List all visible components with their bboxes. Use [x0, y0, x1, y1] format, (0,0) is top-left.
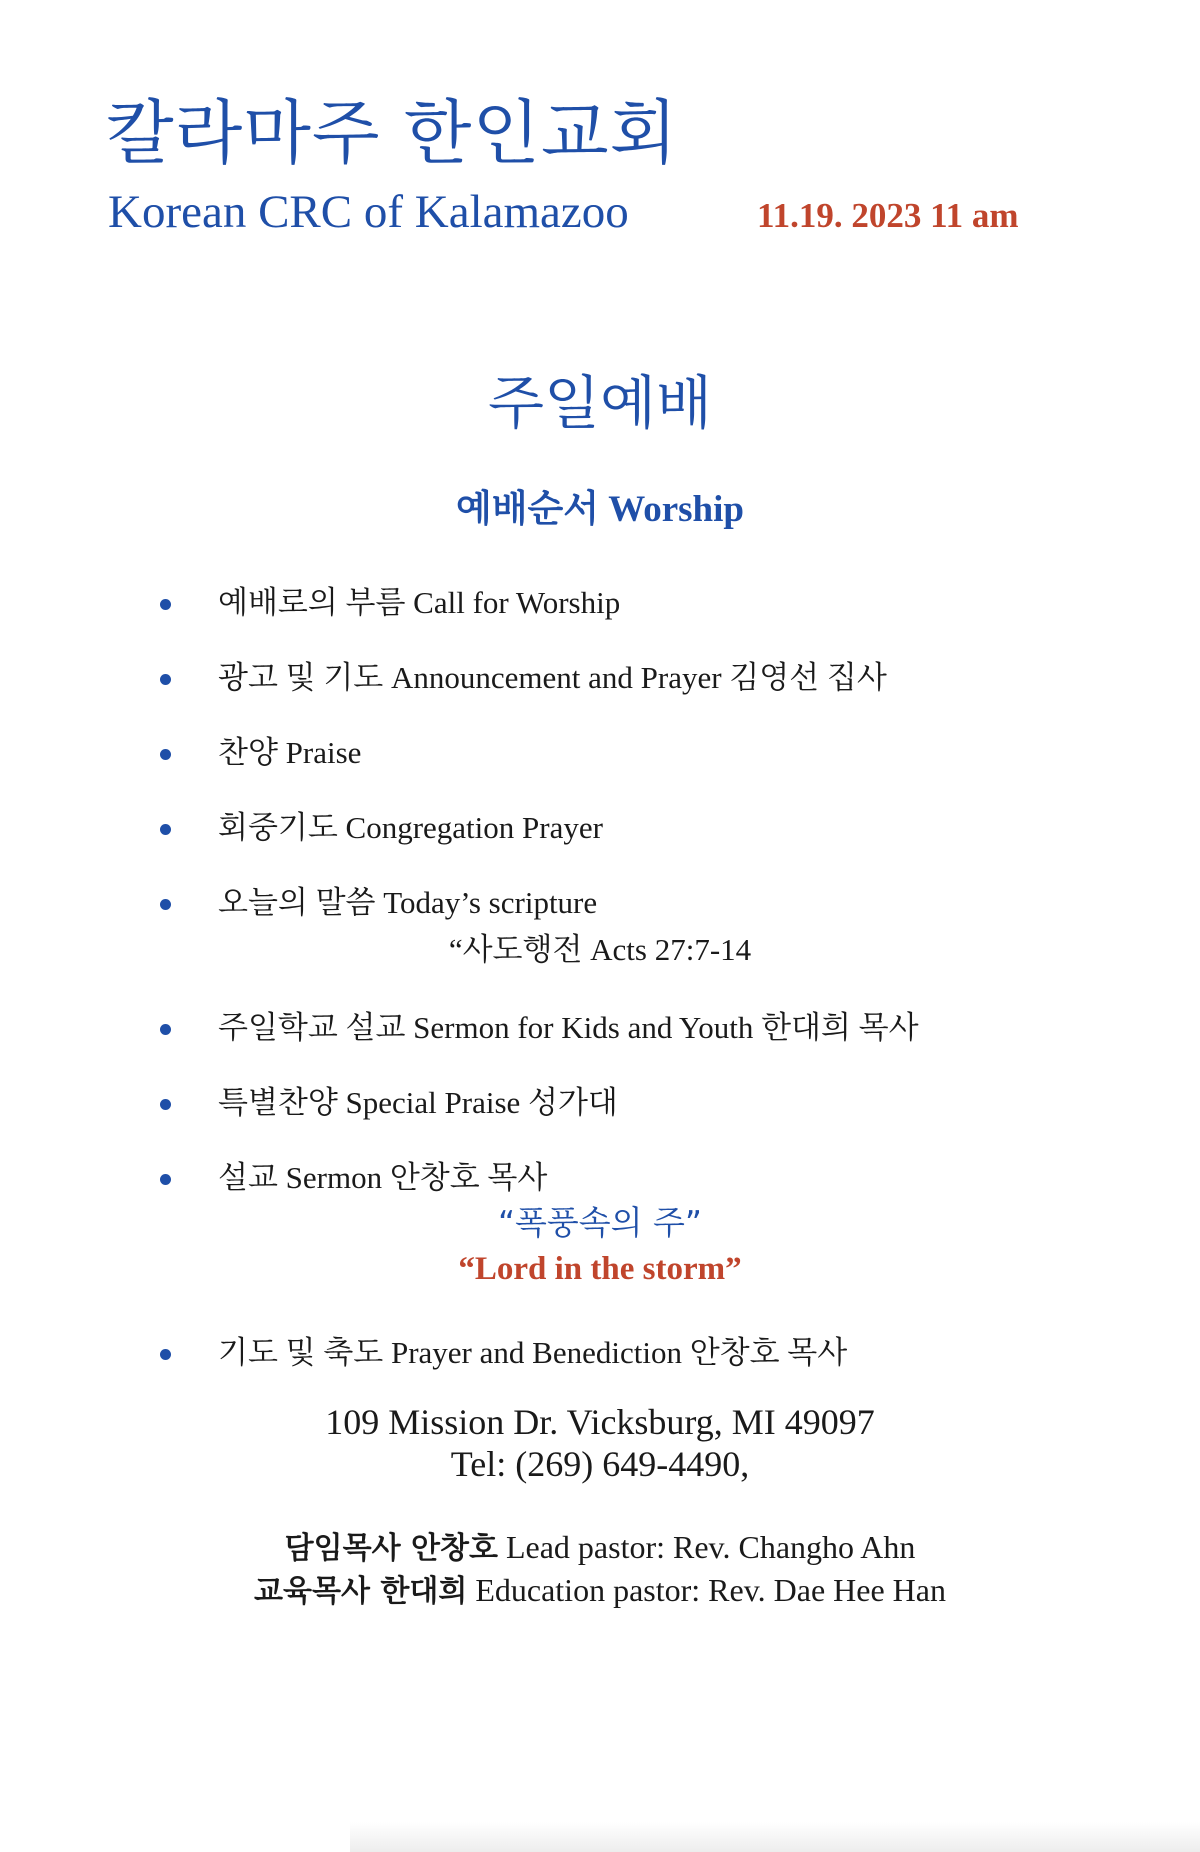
order-of-worship-heading: 예배순서 Worship: [456, 489, 744, 530]
page-edge-shadow: [350, 1822, 1200, 1852]
lead-pastor-english: Lead pastor: Rev. Changho Ahn: [505, 1529, 916, 1565]
bullet-icon: [160, 899, 171, 910]
scripture-reference: “사도행전 Acts 27:7-14: [448, 932, 752, 967]
list-item-label: 오늘의 말씀 Today’s scripture: [218, 885, 598, 920]
bullet-icon: [160, 1174, 171, 1185]
bullet-icon: [160, 674, 171, 685]
list-item-label: 예배로의 부름 Call for Worship: [218, 585, 621, 620]
bullet-icon: [160, 749, 171, 760]
bullet-icon: [160, 599, 171, 610]
list-item-label: 광고 및 기도 Announcement and Prayer 김영선 집사: [218, 660, 887, 695]
list-item-label: 설교 Sermon 안창호 목사: [218, 1160, 548, 1195]
lead-pastor-korean: 담임목사 안창호: [284, 1531, 498, 1566]
education-pastor: [0, 1568, 1200, 1614]
church-phone: Tel: (269) 649-4490,: [450, 1444, 750, 1484]
bullet-icon: [160, 1099, 171, 1110]
list-item-label: 주일학교 설교 Sermon for Kids and Youth 한대희 목사: [218, 1010, 919, 1045]
list-item-label: 찬양 Praise: [218, 735, 362, 770]
church-name-english: Korean CRC of Kalamazoo: [108, 186, 629, 238]
bullet-icon: [160, 1024, 171, 1035]
education-pastor-korean: 교육목사 한대희: [254, 1574, 468, 1609]
sermon-title-english: “Lord in the storm”: [458, 1251, 742, 1287]
church-name-korean: 칼라마주 한인교회: [106, 92, 679, 174]
bullet-icon: [160, 1349, 171, 1360]
sermon-title-korean: “폭풍속의 주”: [497, 1203, 703, 1242]
service-datetime: 11.19. 2023 11 am: [757, 196, 1019, 235]
bullet-icon: [160, 824, 171, 835]
church-address: 109 Mission Dr. Vicksburg, MI 49097: [325, 1402, 875, 1442]
list-item-label: 특별찬양 Special Praise 성가대: [218, 1085, 618, 1120]
list-item-label: 회중기도 Congregation Prayer: [218, 810, 603, 845]
service-title: 주일예배: [487, 369, 713, 437]
lead-pastor: [0, 1525, 1200, 1571]
list-item-label: 기도 및 축도 Prayer and Benediction 안창호 목사: [218, 1335, 848, 1370]
education-pastor-english: Education pastor: Rev. Dae Hee Han: [475, 1572, 946, 1608]
